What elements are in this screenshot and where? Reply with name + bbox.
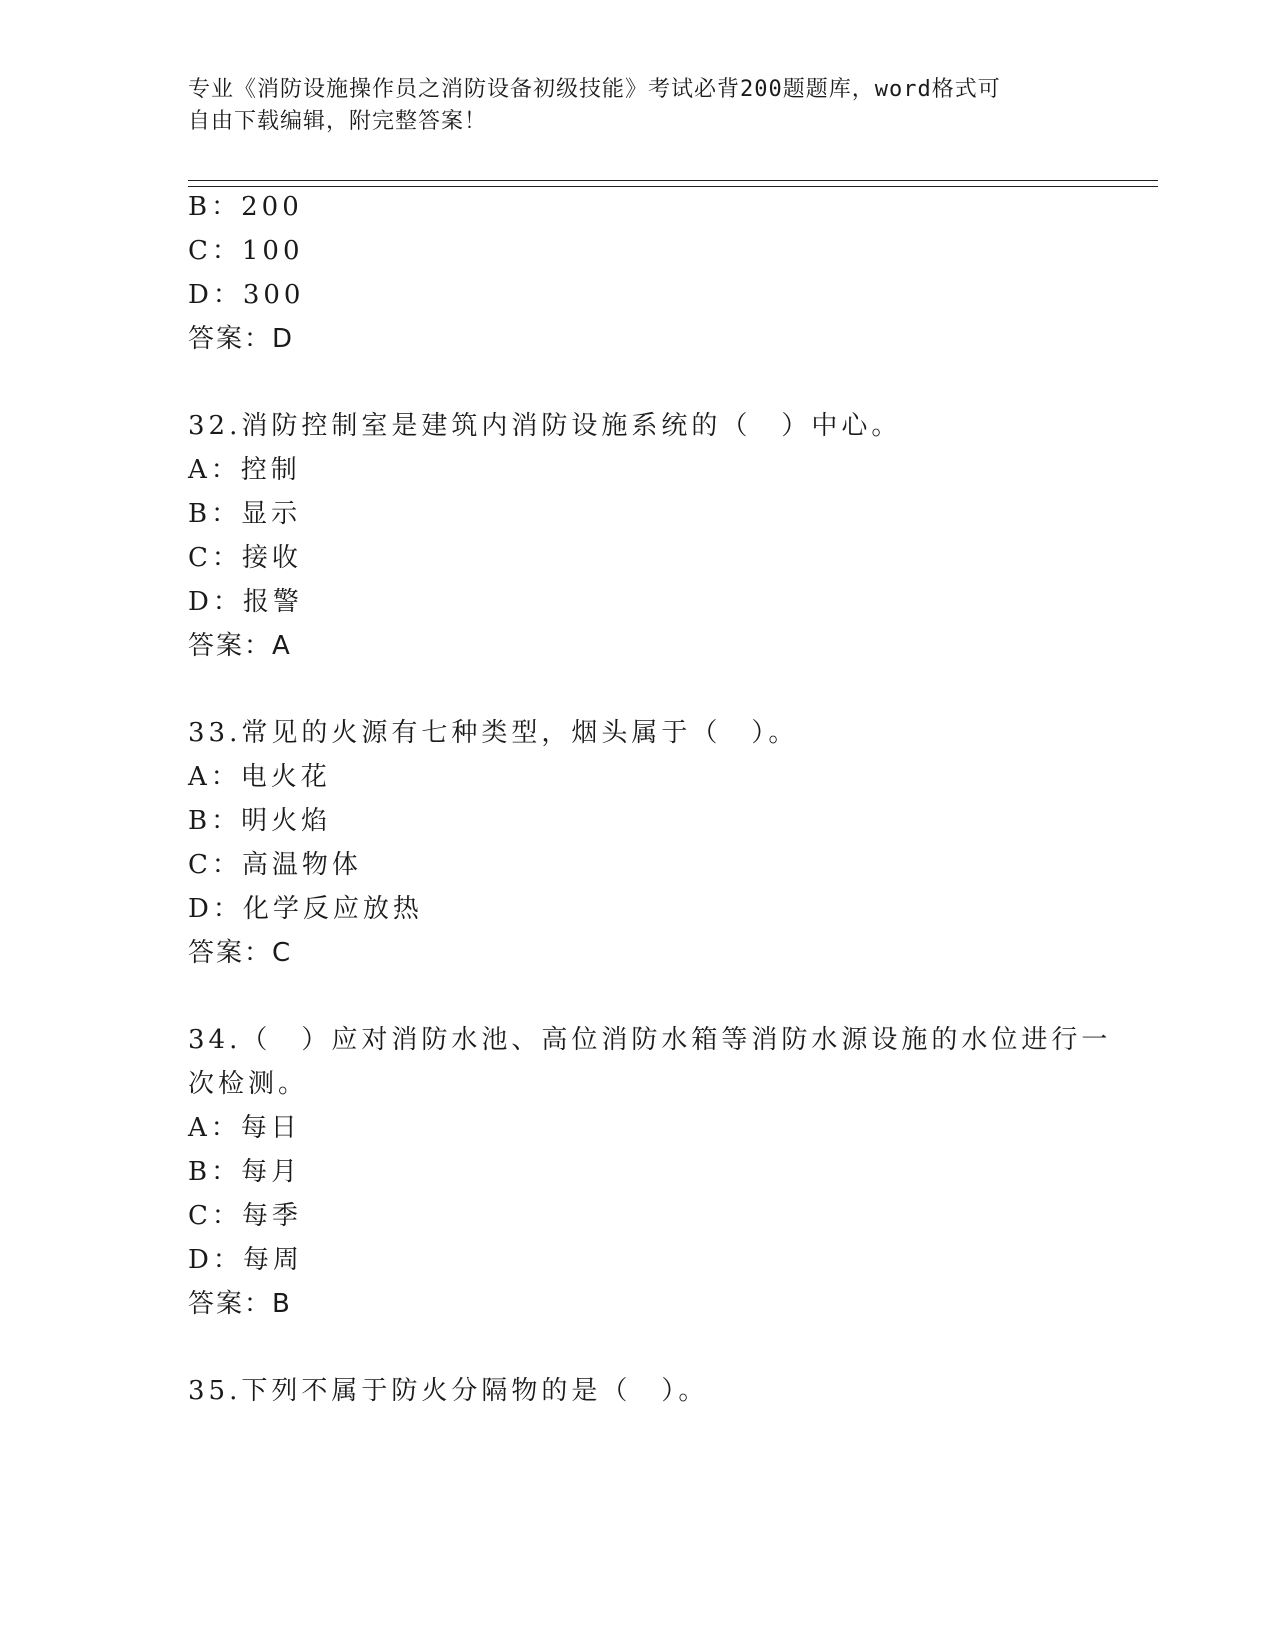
question-34-option-c: C：每季 bbox=[188, 1201, 302, 1231]
header-divider-bottom bbox=[188, 186, 1158, 187]
question-33-option-a: A：电火花 bbox=[188, 762, 331, 792]
question-33-option-b: B：明火焰 bbox=[188, 806, 332, 836]
question-34-option-b: B：每月 bbox=[188, 1157, 302, 1187]
question-34-stem-line-1: 34.（ ）应对消防水池、高位消防水箱等消防水源设施的水位进行一 bbox=[188, 1025, 1112, 1055]
option-c: C：100 bbox=[188, 236, 304, 266]
document-header bbox=[188, 74, 1068, 138]
header-title-line-2: 自由下载编辑，附完整答案！ bbox=[188, 109, 488, 134]
question-33-option-d: D：化学反应放热 bbox=[188, 894, 423, 924]
question-34-answer: 答案：B bbox=[188, 1289, 292, 1319]
question-32-stem: 32.消防控制室是建筑内消防设施系统的（ ）中心。 bbox=[188, 411, 902, 441]
question-32-option-c: C：接收 bbox=[188, 543, 302, 573]
header-title-line-1: 专业《消防设施操作员之消防设备初级技能》考试必背200题题库，word格式可 bbox=[188, 77, 1001, 102]
question-32-option-d: D：报警 bbox=[188, 587, 303, 617]
question-32-option-a: A：控制 bbox=[188, 455, 301, 485]
question-32-option-b: B：显示 bbox=[188, 499, 302, 529]
answer-line: 答案：D bbox=[188, 324, 295, 354]
question-34-option-a: A：每日 bbox=[188, 1113, 301, 1143]
question-35-stem: 35.下列不属于防火分隔物的是（ ）。 bbox=[188, 1376, 709, 1406]
option-b: B：200 bbox=[188, 192, 303, 222]
question-32-answer: 答案：A bbox=[188, 631, 292, 661]
question-33-option-c: C：高温物体 bbox=[188, 850, 362, 880]
question-33-answer: 答案：C bbox=[188, 938, 293, 968]
question-34-option-d: D：每周 bbox=[188, 1245, 303, 1275]
option-d: D：300 bbox=[188, 280, 305, 310]
question-33-stem: 33.常见的火源有七种类型，烟头属于（ ）。 bbox=[188, 718, 799, 748]
header-divider-top bbox=[188, 180, 1158, 181]
question-34-stem-line-2: 次检测。 bbox=[188, 1069, 309, 1099]
